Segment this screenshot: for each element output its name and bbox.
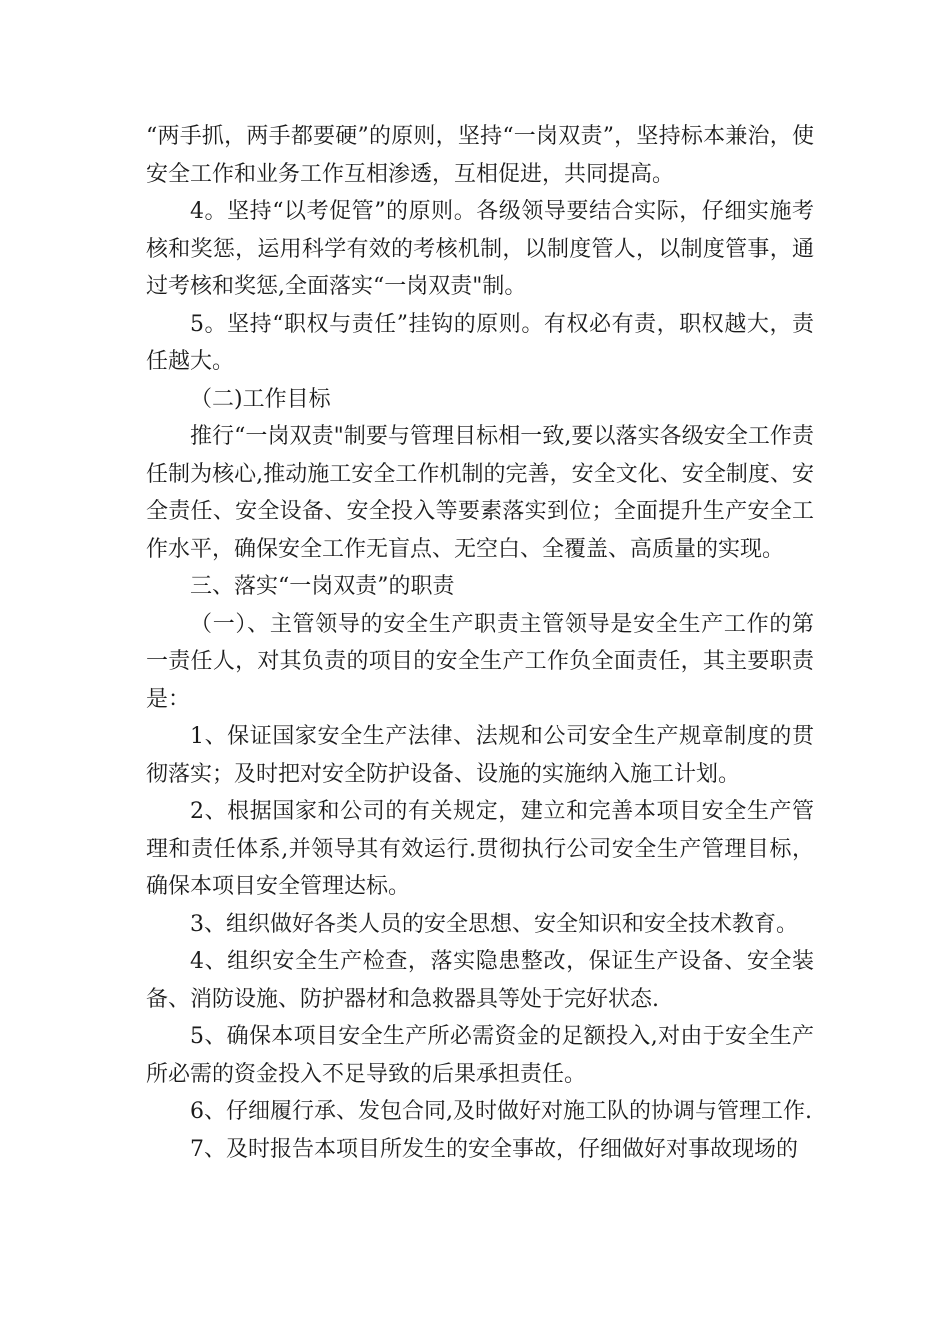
paragraph-duty-3: 3、组织做好各类人员的安全思想、安全知识和安全技术教育。 xyxy=(190,911,798,937)
paragraph-duty-1: 1、保证国家安全生产法律、法规和公司安全生产规章制度的贯彻落实；及时把对安全防护设备、设施的实施纳入施工计划。 xyxy=(146,724,814,787)
paragraph-principle-5: 5。坚持“职权与责任”挂钩的原则。有权必有责，职权越大，责任越大。 xyxy=(146,311,814,374)
paragraph-duty-7: 7、及时报告本项目所发生的安全事故，仔细做好对事故现场的 xyxy=(190,1136,798,1162)
paragraph-work-goal: 推行“一岗双责"制要与管理目标相一致,要以落实各级安全工作责任制为核心,推动施工安全工作机制的完善，安全文化、安全制度、安全责任、安全设备、安全投入等要素落实到位；全面提升生产安全工作水平，确保安全工作无盲点、无空白、全覆盖、高质量的实现。 xyxy=(146,424,814,562)
paragraph-duty-2: 2、根据国家和公司的有关规定，建立和完善本项目安全生产管理和责任体系,并领导其有效运行.贯彻执行公司安全生产管理目标，确保本项目安全管理达标。 xyxy=(146,799,814,899)
paragraph-principle-4: 4。坚持“以考促管”的原则。各级领导要结合实际，仔细实施考核和奖惩，运用科学有效的考核机制，以制度管人，以制度管事，通过考核和奖惩,全面落实“一岗双责"制。 xyxy=(146,199,814,299)
section-heading-work-goal: （二)工作目标 xyxy=(190,386,331,412)
paragraph-duty-6: 6、仔细履行承、发包合同,及时做好对施工队的协调与管理工作. xyxy=(190,1099,812,1124)
paragraph-principle-continuation: “两手抓，两手都要硬”的原则，坚持“一岗双责”，坚持标本兼治，使安全工作和业务工作互相渗透，互相促进，共同提高。 xyxy=(146,124,814,187)
paragraph-duty-4: 4、组织安全生产检查，落实隐患整改，保证生产设备、安全装备、消防设施、防护器材和急救器具等处于完好状态. xyxy=(146,949,814,1012)
section-heading-duties: 三、落实“一岗双责”的职责 xyxy=(190,574,455,599)
document-body xyxy=(146,118,814,1168)
paragraph-duty-5: 5、确保本项目安全生产所必需资金的足额投入,对由于安全生产所必需的资金投入不足导致的后果承担责任。 xyxy=(146,1024,814,1087)
paragraph-leader-duties-intro: （一）、主管领导的安全生产职责主管领导是安全生产工作的第一责任人，对其负责的项目的安全生产工作负全面责任，其主要职责是： xyxy=(146,611,814,712)
